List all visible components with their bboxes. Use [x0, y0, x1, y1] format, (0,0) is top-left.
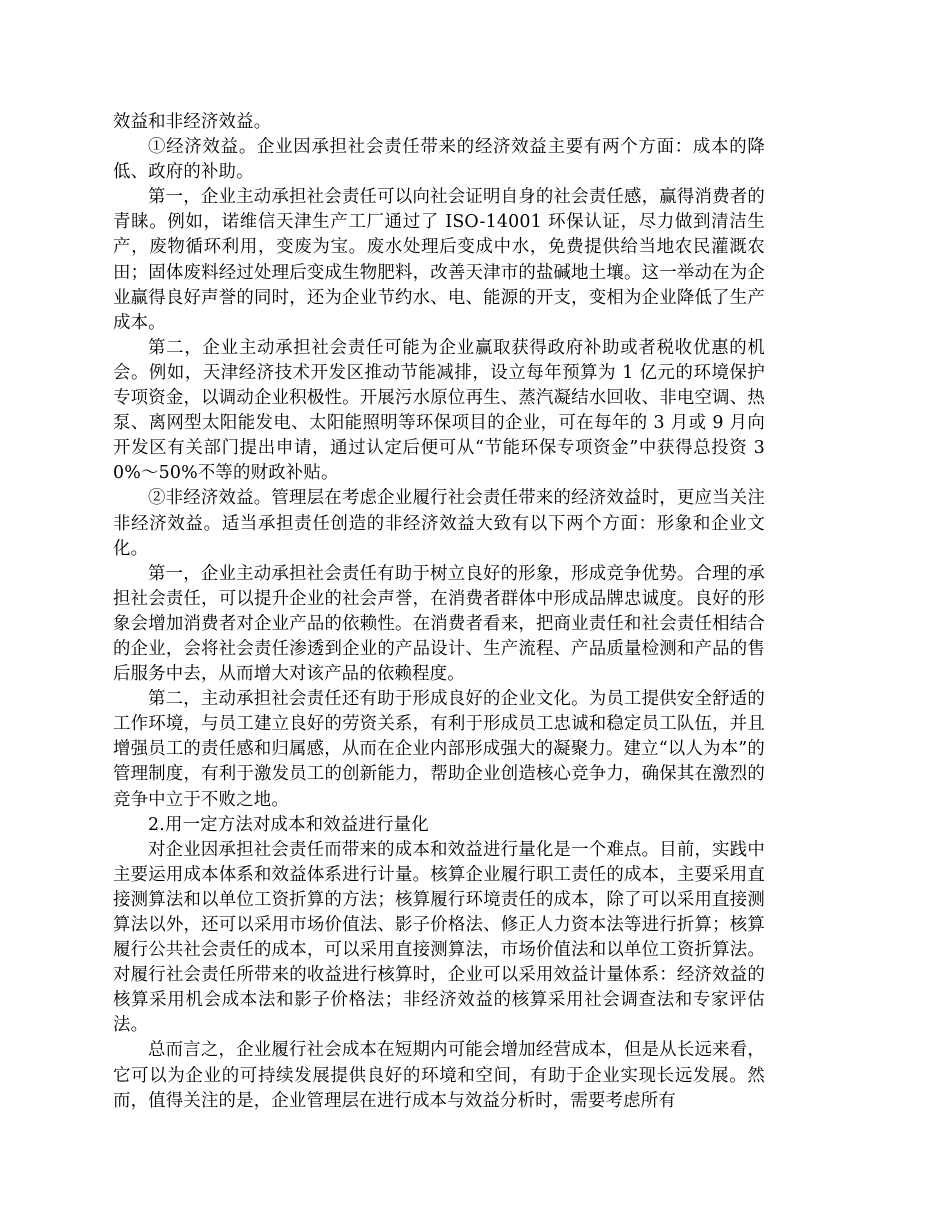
- paragraph-continuation: 效益和非经济效益。: [113, 112, 272, 132]
- document-body: [113, 110, 765, 1114]
- paragraph-conclusion: 总而言之，企业履行社会成本在短期内可能会增加经营成本，但是从长远来看，它可以为企业的可持续发展提供良好的环境和空间，有助于企业实现长远发展。然而，值得关注的是，企业管理层在进行成本与效益分析时，需要考虑所有: [113, 1040, 765, 1111]
- paragraph-cost-reduction: 第一，企业主动承担社会责任可以向社会证明自身的社会责任感，赢得消费者的青睐。例如，诺维信天津生产工厂通过了 ISO-14001 环保认证，尽力做到清洁生产，废物循环利用，变废为宝。废水处理后变成中水，免费提供给当地农民灌溉农田；固体废料经过处理后变成生物肥料，改善天津市的盐碱地土壤。这一举动在为企业赢得良好声誉的同时，还为企业节约水、电、能源的开支，变相为企业降低了生产成本。: [113, 187, 765, 333]
- paragraph-corporate-image: 第一，企业主动承担社会责任有助于树立良好的形象，形成竞争优势。合理的承担社会责任，可以提升企业的社会声誉，在消费者群体中形成品牌忠诚度。良好的形象会增加消费者对企业产品的依赖性。在消费者看来，把商业责任和社会责任相结合的企业，会将社会责任渗透到企业的产品设计、生产流程、产品质量检测和产品的售后服务中去，从而增大对该产品的依赖程度。: [113, 563, 765, 685]
- paragraph-quantification-methods: 对企业因承担社会责任而带来的成本和效益进行量化是一个难点。目前，实践中主要运用成本体系和效益体系进行计量。核算企业履行职工责任的成本，主要采用直接测算法和以单位工资折算的方法；核算履行环境责任的成本，除了可以采用直接测算法以外，还可以采用市场价值法、影子价格法、修正人力资本法等进行折算；核算履行公共社会责任的成本，可以采用直接测算法，市场价值法和以单位工资折算法。对履行社会责任所带来的收益进行核算时，企业可以采用效益计量体系：经济效益的核算采用机会成本法和影子价格法；非经济效益的核算采用社会调查法和专家评估法。: [113, 839, 765, 1036]
- paragraph-non-economic-benefit-heading: ②非经济效益。管理层在考虑企业履行社会责任带来的经济效益时，更应当关注非经济效益。适当承担责任创造的非经济效益大致有以下两个方面：形象和企业文化。: [113, 488, 765, 559]
- paragraph-government-subsidy: 第二，企业主动承担社会责任可能为企业赢取获得政府补助或者税收优惠的机会。例如，天津经济技术开发区推动节能减排，设立每年预算为 1 亿元的环境保护专项资金，以调动企业积极性。开展污水原位再生、蒸汽凝结水回收、非电空调、热泵、离网型太阳能发电、太阳能照明等环保项目的企业，可在每年的 3 月或 9 月向开发区有关部门提出申请，通过认定后便可从“节能环保专项资金”中获得总投资 30%～50%不等的财政补贴。: [113, 337, 765, 484]
- section-heading-quantification: 2.用一定方法对成本和效益进行量化: [148, 814, 429, 835]
- paragraph-corporate-culture: 第二，主动承担社会责任还有助于形成良好的企业文化。为员工提供安全舒适的工作环境，与员工建立良好的劳资关系，有利于形成员工忠诚和稳定员工队伍，并且增强员工的责任感和归属感，从而在企业内部形成强大的凝聚力。建立“以人为本”的管理制度，有利于激发员工的创新能力，帮助企业创造核心竞争力，确保其在激烈的竞争中立于不败之地。: [113, 689, 765, 810]
- paragraph-economic-benefit-heading: ①经济效益。企业因承担社会责任带来的经济效益主要有两个方面：成本的降低、政府的补助。: [113, 137, 765, 183]
